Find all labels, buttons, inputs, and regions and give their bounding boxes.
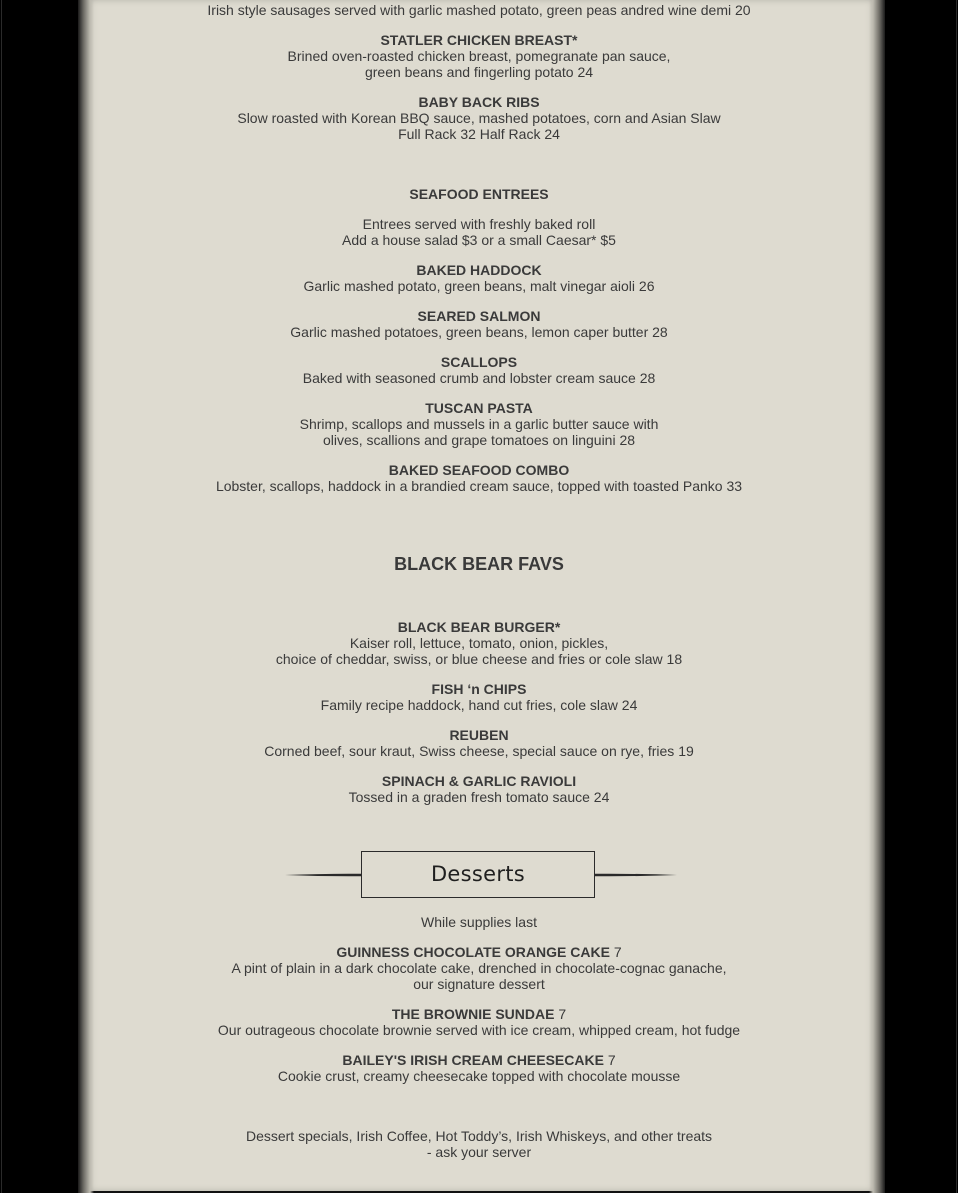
menu-item-statler [78, 32, 880, 80]
menu-item-salmon [78, 308, 880, 340]
seafood-note [78, 216, 880, 248]
item-description: Baked with seasoned crumb and lobster cream sauce 28 [302, 370, 656, 386]
item-description: Garlic mashed potato, green beans, malt vinegar aioli 26 [303, 278, 655, 294]
menu-item-cheesecake [78, 1052, 880, 1084]
item-price: 7 [558, 1006, 567, 1022]
desserts-banner-title: Desserts [361, 851, 595, 898]
menu-item-scallops [78, 354, 880, 386]
item-price: 7 [607, 1052, 616, 1068]
menu-item-brownie-sundae [78, 1006, 880, 1038]
section-title-seafood: SEAFOOD ENTREES [409, 186, 549, 202]
item-description: choice of cheddar, swiss, or blue cheese and fries or cole slaw 18 [275, 651, 683, 667]
item-description: green beans and fingerling potato 24 [364, 64, 594, 80]
item-description: Full Rack 32 Half Rack 24 [398, 126, 560, 142]
item-description: A pint of plain in a dark chocolate cake, drenched in chocolate-cognac ganache, [231, 960, 727, 976]
item-description: Our outrageous chocolate brownie served with ice cream, whipped cream, hot fudge [217, 1022, 741, 1038]
item-name: SCALLOPS [440, 354, 518, 370]
menu-item-guinness-cake [78, 944, 880, 992]
item-description: Corned beef, sour kraut, Swiss cheese, special sauce on rye, fries 19 [264, 743, 694, 759]
item-description: Irish style sausages served with garlic mashed potato, green peas andred wine demi 20 [207, 2, 751, 18]
menu-item-haddock [78, 262, 880, 294]
note-line: Entrees served with freshly baked roll [362, 216, 596, 232]
item-name: GUINNESS CHOCOLATE ORANGE CAKE [336, 944, 610, 960]
item-description: Family recipe haddock, hand cut fries, cole slaw 24 [320, 697, 638, 713]
menu-item-ribs [78, 94, 880, 142]
item-description: Cookie crust, creamy cheesecake topped with chocolate mousse [277, 1068, 681, 1084]
item-name: THE BROWNIE SUNDAE [391, 1006, 555, 1022]
menu-item-fish-chips [78, 681, 880, 713]
item-name: STATLER CHICKEN BREAST* [380, 32, 578, 48]
item-description: Tossed in a graden fresh tomato sauce 24 [348, 789, 610, 805]
item-description: Shrimp, scallops and mussels in a garlic butter sauce with [299, 416, 659, 432]
item-name: BLACK BEAR BURGER* [397, 619, 561, 635]
item-name: BAILEY'S IRISH CREAM CHEESECAKE [342, 1052, 604, 1068]
menu-item-seafood-combo [78, 462, 880, 494]
footer-line: Dessert specials, Irish Coffee, Hot Toddy’s, Irish Whiskeys, and other treats [245, 1128, 713, 1144]
menu-item-burger [78, 619, 880, 667]
item-description: olives, scallions and grape tomatoes on linguini 28 [322, 432, 636, 448]
desserts-banner [285, 851, 677, 898]
item-name: REUBEN [449, 727, 509, 743]
desserts-note: While supplies last [421, 914, 537, 930]
item-description: Garlic mashed potatoes, green beans, lemon caper butter 28 [290, 324, 668, 340]
item-description: Lobster, scallops, haddock in a brandied cream sauce, topped with toasted Panko 33 [215, 478, 743, 494]
item-name: TUSCAN PASTA [425, 400, 533, 416]
flourish-left-ornament [285, 872, 361, 878]
item-name: BABY BACK RIBS [418, 94, 540, 110]
menu-item-tuscan-pasta [78, 400, 880, 448]
menu-item-ravioli [78, 773, 880, 805]
footer-line: - ask your server [426, 1144, 532, 1160]
item-name: SEARED SALMON [417, 308, 541, 324]
item-description: Kaiser roll, lettuce, tomato, onion, pickles, [349, 635, 609, 651]
item-price: 7 [613, 944, 622, 960]
section-title-favs: BLACK BEAR FAVS [394, 554, 564, 574]
desserts-footer [78, 1128, 880, 1160]
menu-item-reuben [78, 727, 880, 759]
item-name: FISH ‘n CHIPS [431, 681, 527, 697]
item-description: Brined oven-roasted chicken breast, pomegranate pan sauce, [287, 48, 671, 64]
note-line: Add a house salad $3 or a small Caesar* $5 [342, 232, 616, 248]
item-name: BAKED HADDOCK [416, 262, 542, 278]
item-description: our signature dessert [413, 976, 545, 992]
flourish-right-ornament [595, 872, 677, 878]
menu-item-sausages [78, 2, 880, 18]
item-description: Slow roasted with Korean BBQ sauce, mashed potatoes, corn and Asian Slaw [237, 110, 721, 126]
item-name: BAKED SEAFOOD COMBO [388, 462, 570, 478]
item-name: SPINACH & GARLIC RAVIOLI [381, 773, 577, 789]
